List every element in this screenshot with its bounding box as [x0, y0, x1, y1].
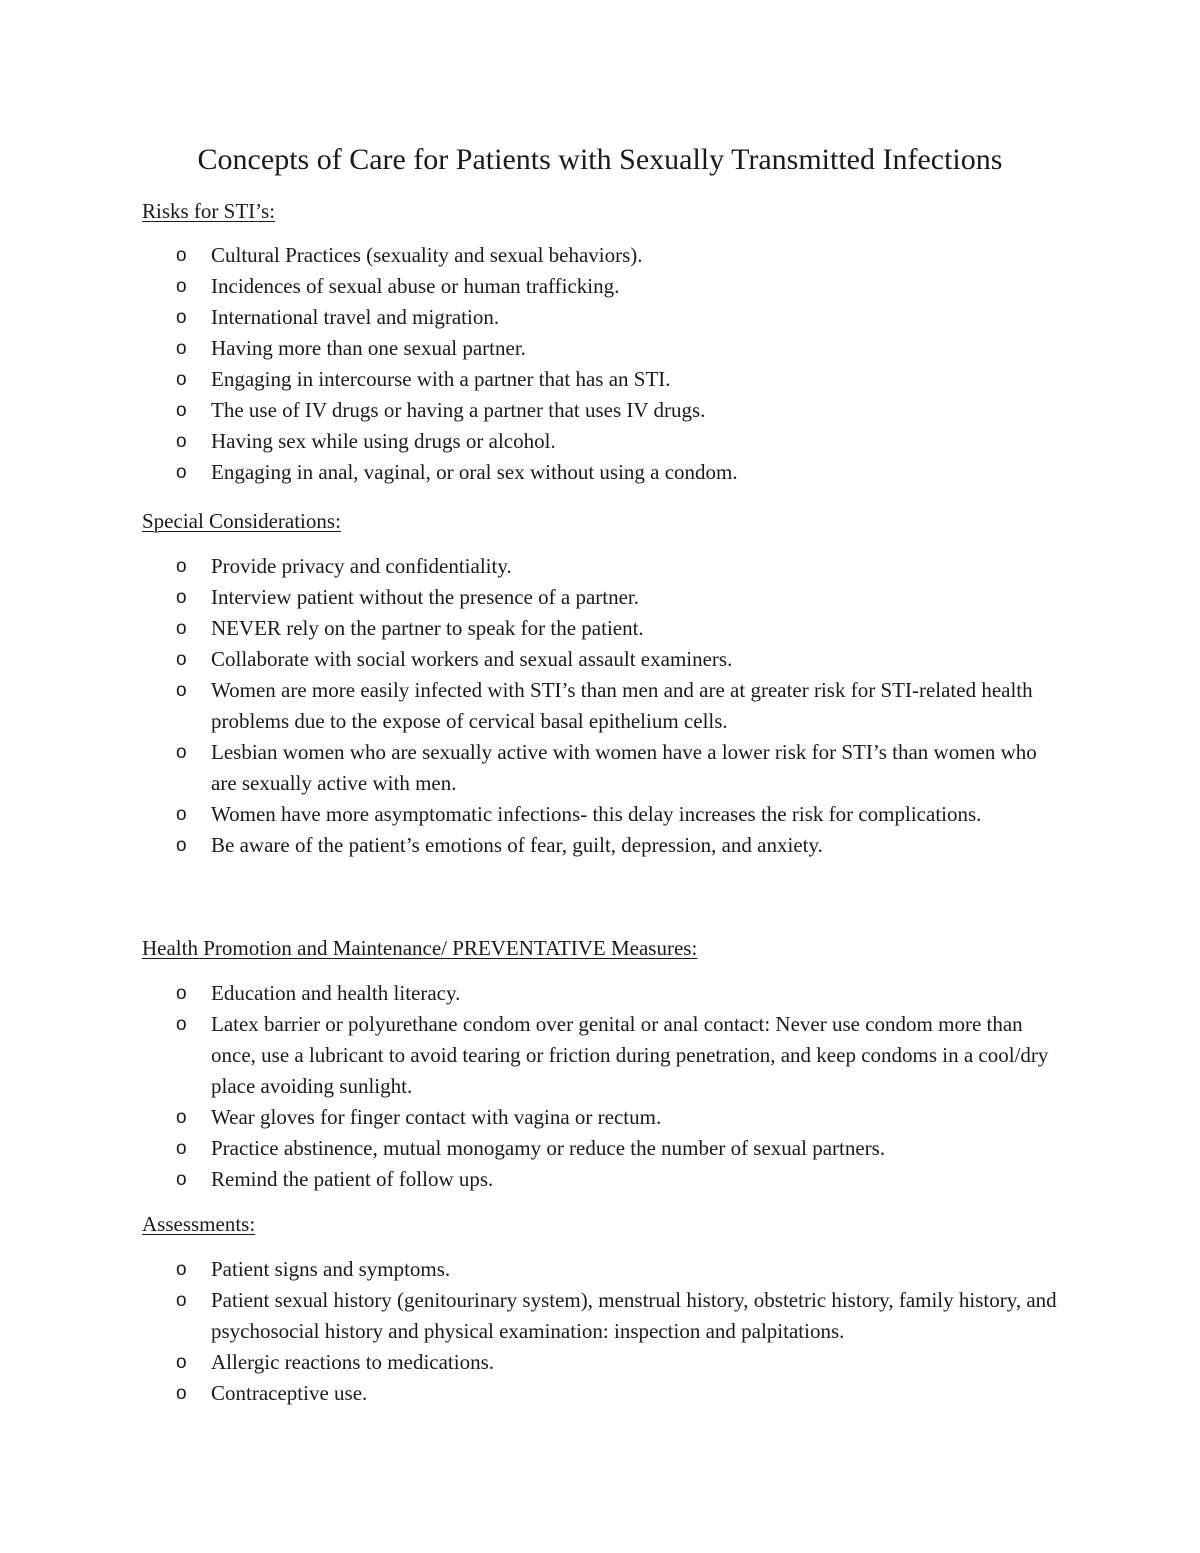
list-item	[0, 1133, 1061, 1164]
list-item-text: The use of IV drugs or having a partner that uses IV drugs.	[211, 398, 706, 422]
list-item-text: Wear gloves for finger contact with vagina or rectum.	[211, 1105, 662, 1129]
list-item-text: Contraceptive use.	[211, 1381, 368, 1405]
list-item	[0, 799, 1061, 830]
bullet-marker: o	[176, 680, 187, 701]
list-item	[0, 457, 1061, 488]
bullet-marker: o	[176, 804, 187, 825]
bullet-marker: o	[176, 649, 187, 670]
list-item-text: Lesbian women who are sexually active with women have a lower risk for STI’s than women who are sexually active with men.	[211, 740, 1037, 795]
list-item	[0, 1347, 1061, 1378]
bullet-marker: o	[176, 983, 187, 1004]
list-item	[0, 1285, 1061, 1347]
section-heading-colon: :	[269, 199, 276, 223]
list-item	[0, 1378, 1061, 1409]
list-item	[0, 302, 1061, 333]
list-item-text: Interview patient without the presence of a partner.	[211, 585, 639, 609]
bullet-marker: o	[176, 1259, 187, 1280]
list-item-text: Having sex while using drugs or alcohol.	[211, 429, 556, 453]
list-item	[0, 364, 1061, 395]
bullet-marker: o	[176, 400, 187, 421]
list-item-text: Engaging in anal, vaginal, or oral sex without using a condom.	[211, 460, 738, 484]
section-heading-assessments	[142, 1209, 255, 1239]
bullet-marker: o	[176, 1383, 187, 1404]
list-item	[0, 675, 1061, 737]
bullet-marker: o	[176, 369, 187, 390]
section-heading-text: Special Considerations	[142, 509, 336, 533]
bullet-marker: o	[176, 1138, 187, 1159]
list-item	[0, 644, 1061, 675]
list-health-promotion	[0, 978, 1200, 1195]
list-item-text: Incidences of sexual abuse or human trafficking.	[211, 274, 620, 298]
list-item	[0, 395, 1061, 426]
list-item-text: Cultural Practices (sexuality and sexual behaviors).	[211, 243, 643, 267]
list-item-text: Women have more asymptomatic infections- this delay increases the risk for complications.	[211, 802, 982, 826]
bullet-marker: o	[176, 1352, 187, 1373]
list-item	[0, 1009, 1061, 1102]
bullet-marker: o	[176, 618, 187, 639]
document-title: Concepts of Care for Patients with Sexually Transmitted Infections	[197, 143, 1003, 176]
section-heading-text: Health Promotion and Maintenance/ PREVENTATIVE Measures:	[142, 936, 698, 960]
section-heading-special-considerations	[142, 506, 341, 536]
list-risks	[0, 240, 1200, 488]
bullet-marker: o	[176, 1290, 187, 1311]
bullet-marker: o	[176, 462, 187, 483]
bullet-marker: o	[176, 556, 187, 577]
list-item	[0, 271, 1061, 302]
list-item	[0, 830, 1061, 861]
list-item	[0, 240, 1061, 271]
list-item	[0, 737, 1061, 799]
list-item-text: Patient signs and symptoms.	[211, 1257, 451, 1281]
list-item-text: Remind the patient of follow ups.	[211, 1167, 494, 1191]
bullet-marker: o	[176, 587, 187, 608]
bullet-marker: o	[176, 742, 187, 763]
bullet-marker: o	[176, 1014, 187, 1035]
list-item-text: Collaborate with social workers and sexual assault examiners.	[211, 647, 733, 671]
list-item-text: Provide privacy and confidentiality.	[211, 554, 512, 578]
list-item-text: International travel and migration.	[211, 305, 500, 329]
list-item	[0, 1102, 1061, 1133]
list-special-considerations	[0, 551, 1200, 861]
bullet-marker: o	[176, 276, 187, 297]
bullet-marker: o	[176, 307, 187, 328]
list-assessments	[0, 1254, 1200, 1409]
list-item	[0, 551, 1061, 582]
list-item-text: Education and health literacy.	[211, 981, 461, 1005]
section-heading-text: Assessments:	[142, 1212, 256, 1236]
bullet-marker: o	[176, 245, 187, 266]
bullet-marker: o	[176, 1107, 187, 1128]
bullet-marker: o	[176, 431, 187, 452]
list-item	[0, 582, 1061, 613]
list-item-text: Allergic reactions to medications.	[211, 1350, 495, 1374]
list-item-text: Be aware of the patient’s emotions of fear, guilt, depression, and anxiety.	[211, 833, 823, 857]
list-item	[0, 613, 1061, 644]
list-item	[0, 333, 1061, 364]
list-item	[0, 1164, 1061, 1195]
bullet-marker: o	[176, 1169, 187, 1190]
bullet-marker: o	[176, 835, 187, 856]
section-heading-text: Risks for STI’s	[142, 199, 270, 223]
list-item	[0, 1254, 1061, 1285]
section-heading-risks	[142, 196, 275, 226]
list-item-text: Latex barrier or polyurethane condom over genital or anal contact: Never use condom more than once, use a lubricant to avoid tearing or friction during penetration, and keep condoms in a cool/dry place avoiding sunlight.	[211, 1012, 1049, 1098]
list-item-text: Patient sexual history (genitourinary system), menstrual history, obstetric history, family history, and psychosocial history and physical examination: inspection and palpitations.	[211, 1288, 1057, 1343]
bullet-marker: o	[176, 338, 187, 359]
section-heading-health-promotion	[142, 933, 697, 963]
list-item	[0, 978, 1061, 1009]
list-item-text: Practice abstinence, mutual monogamy or reduce the number of sexual partners.	[211, 1136, 886, 1160]
list-item-text: NEVER rely on the partner to speak for the patient.	[211, 616, 644, 640]
section-heading-colon: :	[335, 509, 341, 533]
list-item-text: Engaging in intercourse with a partner that has an STI.	[211, 367, 671, 391]
list-item-text: Women are more easily infected with STI’s than men and are at greater risk for STI-related health problems due to the expose of cervical basal epithelium cells.	[211, 678, 1033, 733]
list-item-text: Having more than one sexual partner.	[211, 336, 526, 360]
list-item	[0, 426, 1061, 457]
